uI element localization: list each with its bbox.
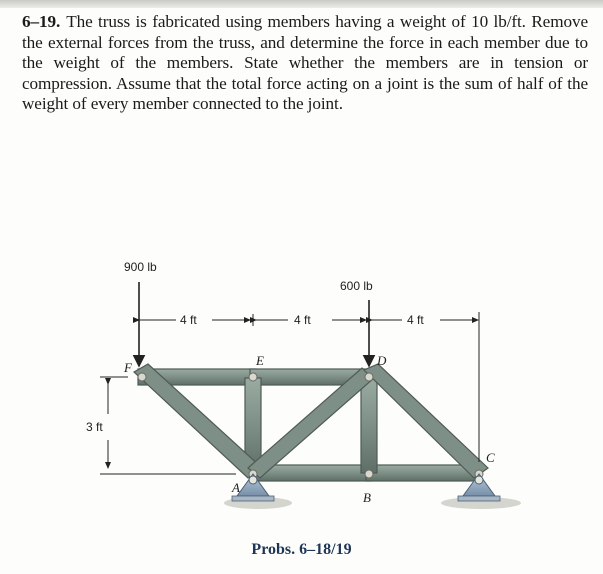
joint-label-f: F: [124, 360, 132, 375]
problem-number: 6–19.: [22, 12, 61, 31]
joint-b-pin: [365, 470, 373, 478]
joint-label-d: D: [377, 353, 387, 368]
dimension-label-1: 4 ft: [180, 313, 197, 327]
joint-e-pin: [249, 373, 257, 381]
figure-caption: Probs. 6–18/19: [251, 541, 352, 558]
height-label: 3 ft: [86, 420, 103, 434]
joint-f-pin: [138, 373, 146, 381]
dimension-horizontal: [139, 312, 479, 462]
dimension-label-3: 4 ft: [407, 313, 424, 327]
joint-d-pin: [365, 373, 373, 381]
joint-label-c: C: [486, 450, 495, 465]
dimension-label-2: 4 ft: [294, 313, 311, 327]
member-dc: [364, 364, 488, 478]
problem-text: The truss is fabricated using members having a weight of 10 lb/ft. Remove the external forces from the truss, and determine the force in each member due to the weight of the members. State whether the members are in tension or compression. Assume that the total force acting on a joint is the sum of half of the weight of every member connected to the joint.: [22, 12, 588, 114]
member-db: [361, 378, 377, 473]
joint-label-b: B: [363, 490, 371, 505]
truss-members: [134, 364, 488, 481]
joint-label-a: A: [232, 480, 240, 495]
joint-label-e: E: [256, 353, 264, 368]
load-label-f: 900 lb: [124, 260, 157, 274]
load-label-d: 600 lb: [340, 279, 373, 293]
